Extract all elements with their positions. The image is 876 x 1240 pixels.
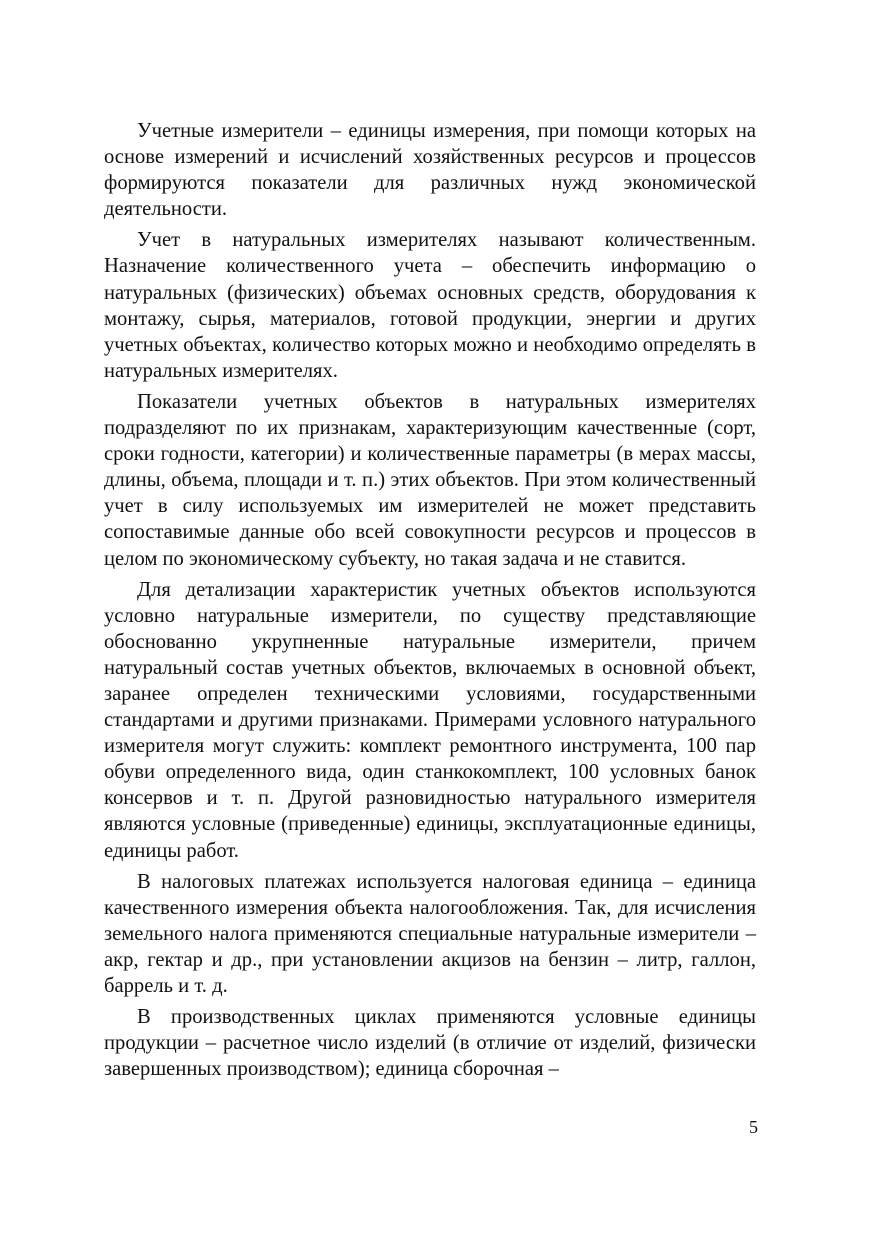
paragraph: Для детализации характеристик учетных объектов используются условно натуральные измерители, по существу представляющие обоснованно укрупненные натуральные измерители, причем натуральный состав учетных объектов, включаемых в основной объект, заранее определен техническими условиями, государственными стандартами и другими признаками. Примерами условного натурального измерителя могут служить: комплект ремонтного инструмента, 100 пар обуви определенного вида, один станкокомплект, 100 условных банок консервов и т. п. Другой разновидностью натурального измерителя являются условные (приведенные) единицы, эксплуатационные единицы, единицы работ. bbox=[104, 578, 756, 862]
paragraph: Показатели учетных объектов в натуральных измерителях подразделяют по их признакам, характеризующим качественные (сорт, сроки годности, категории) и количественные параметры (в мерах массы, длины, объема, площади и т. п.) этих объектов. При этом количественный учет в силу используемых им измерителей не может представить сопоставимые данные обо всей совокупности ресурсов и процессов в целом по экономическому субъекту, но такая задача и не ставится. bbox=[104, 390, 756, 570]
page-number: 5 bbox=[749, 1117, 758, 1137]
paragraph: Учет в натуральных измерителях называют количественным. Назначение количественного учета – обеспечить информацию о натуральных (физических) объемах основных средств, оборудования к монтажу, сырья, материалов, готовой продукции, энергии и других учетных объектах, количество которых можно и необходимо определять в натуральных измерителях. bbox=[104, 229, 756, 382]
body-text bbox=[104, 118, 756, 1087]
paragraph: Учетные измерители – единицы измерения, при помощи которых на основе измерений и исчислений хозяйственных ресурсов и процессов формируются показатели для различных нужд экономической деятельности. bbox=[104, 120, 756, 221]
paragraph: В производственных циклах применяются условные единицы продукции – расчетное число изделий (в отличие от изделий, физически завершенных производством); единица сборочная – bbox=[104, 1006, 756, 1081]
paragraph: В налоговых платежах используется налоговая единица – единица качественного измерения объекта налогообложения. Так, для исчисления земельного налога применяются специальные натуральные измерители – акр, гектар и др., при установлении акцизов на бензин – литр, галлон, баррель и т. д. bbox=[104, 870, 756, 997]
